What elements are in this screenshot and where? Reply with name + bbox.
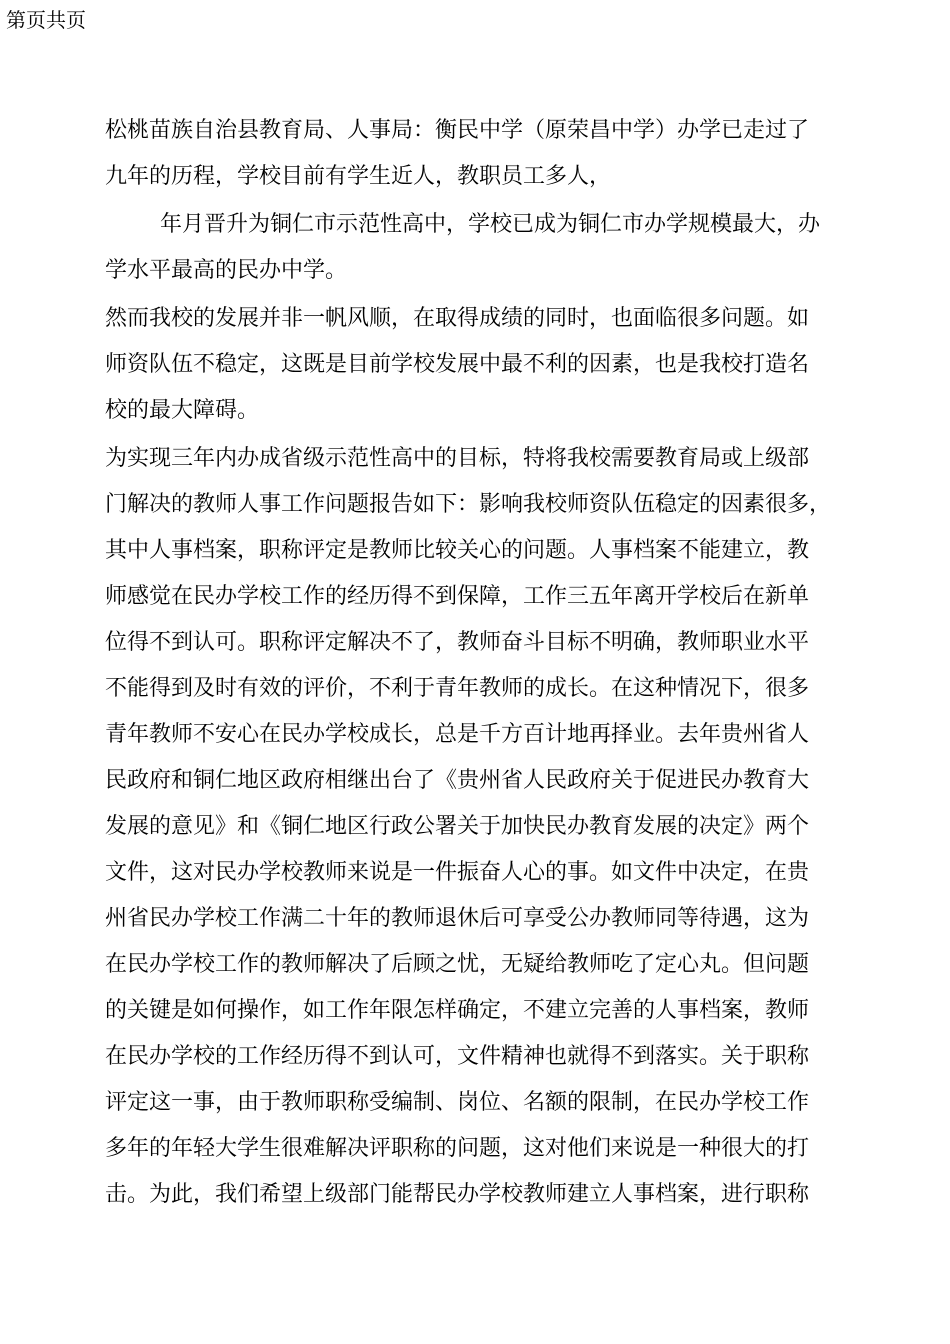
- text-line: 发展的意见》和《铜仁地区行政公署关于加快民办教育发展的决定》两个: [105, 814, 810, 839]
- text-line: 评定这一事，由于教师职称受编制、岗位、名额的限制，在民办学校工作: [105, 1090, 810, 1115]
- text-line: 文件，这对民办学校教师来说是一件振奋人心的事。如文件中决定，在贵: [105, 860, 810, 885]
- text-line: 不能得到及时有效的评价，不利于青年教师的成长。在这种情况下，很多: [105, 676, 810, 701]
- text-line: 其中人事档案，职称评定是教师比较关心的问题。人事档案不能建立，教: [105, 538, 810, 563]
- text-line: 在民办学校的工作经历得不到认可，文件精神也就得不到落实。关于职称: [105, 1044, 810, 1069]
- text-line: 师感觉在民办学校工作的经历得不到保障，工作三五年离开学校后在新单: [105, 584, 810, 609]
- text-line: 位得不到认可。职称评定解决不了，教师奋斗目标不明确，教师职业水平: [105, 630, 810, 655]
- text-line: 然而我校的发展并非一帆风顺，在取得成绩的同时，也面临很多问题。如: [105, 306, 810, 331]
- text-line: 为实现三年内办成省级示范性高中的目标，特将我校需要教育局或上级部: [105, 446, 810, 471]
- text-line: 校的最大障碍。: [105, 398, 260, 423]
- text-line: 击。为此，我们希望上级部门能帮民办学校教师建立人事档案，进行职称: [105, 1182, 810, 1207]
- text-line: 门解决的教师人事工作问题报告如下：影响我校师资队伍稳定的因素很多，: [105, 492, 832, 517]
- text-line: 民政府和铜仁地区政府相继出台了《贵州省人民政府关于促进民办教育大: [105, 768, 810, 793]
- text-line: 在民办学校工作的教师解决了后顾之忧，无疑给教师吃了定心丸。但问题: [105, 952, 810, 977]
- text-line: 九年的历程，学校目前有学生近人，教职员工多人，: [105, 164, 612, 189]
- text-line: 多年的年轻大学生很难解决评职称的问题，这对他们来说是一种很大的打: [105, 1136, 810, 1161]
- text-line: 年月晋升为铜仁市示范性高中，学校已成为铜仁市办学规模最大，办: [160, 212, 821, 237]
- text-line: 的关键是如何操作，如工作年限怎样确定，不建立完善的人事档案，教师: [105, 998, 810, 1023]
- text-line: 学水平最高的民办中学。: [105, 258, 348, 283]
- text-line: 青年教师不安心在民办学校成长，总是千方百计地再择业。去年贵州省人: [105, 722, 810, 747]
- text-line: 州省民办学校工作满二十年的教师退休后可享受公办教师同等待遇，这为: [105, 906, 810, 931]
- page-header: 第页共页: [6, 8, 86, 32]
- text-line: 师资队伍不稳定，这既是目前学校发展中最不利的因素，也是我校打造名: [105, 352, 810, 377]
- text-line: 松桃苗族自治县教育局、人事局：衡民中学（原荣昌中学）办学已走过了: [105, 118, 810, 143]
